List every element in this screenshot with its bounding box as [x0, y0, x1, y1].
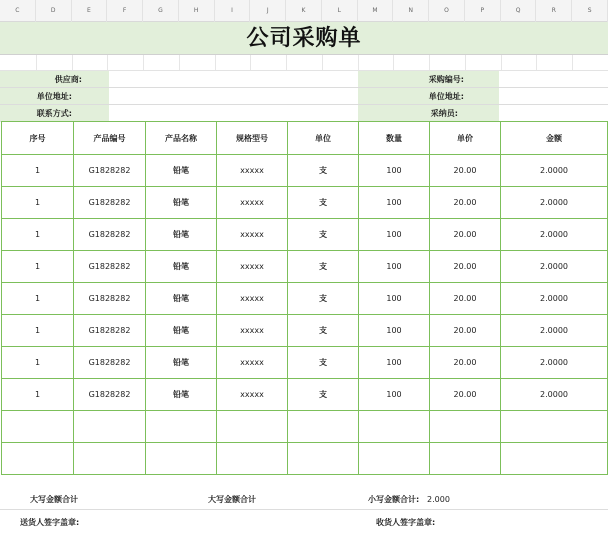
column-letter-e[interactable]: E [72, 0, 108, 22]
table-cell[interactable]: xxxxx [217, 347, 288, 379]
header-cell[interactable]: 单位 [288, 122, 359, 155]
table-cell[interactable]: 支 [288, 251, 359, 283]
table-cell[interactable] [430, 443, 501, 475]
column-letter-j[interactable]: J [250, 0, 286, 22]
address-label: 单位地址: [36, 92, 72, 101]
page-title: 公司采购单 [246, 26, 362, 51]
table-cell[interactable]: 1 [2, 219, 74, 251]
column-letter-o[interactable]: O [429, 0, 465, 22]
table-cell[interactable] [146, 443, 217, 475]
table-cell[interactable]: 100 [359, 187, 430, 219]
grid-line [572, 55, 573, 70]
table-cell[interactable] [74, 443, 146, 475]
table-cell[interactable]: xxxxx [217, 283, 288, 315]
table-cell[interactable]: 铅笔 [146, 379, 217, 411]
grid-line [250, 55, 251, 70]
table-cell[interactable]: 100 [359, 315, 430, 347]
table-cell[interactable]: 支 [288, 187, 359, 219]
column-letter-l[interactable]: L [322, 0, 358, 22]
table-row [2, 411, 608, 443]
table-cell[interactable]: 20.00 [430, 315, 501, 347]
table-row [2, 187, 608, 219]
header-cell[interactable]: 金额 [501, 122, 608, 155]
table-cell[interactable] [217, 443, 288, 475]
grid-line [215, 55, 216, 70]
table-cell[interactable]: 100 [359, 379, 430, 411]
table-cell[interactable]: 支 [288, 315, 359, 347]
sender-sign-label: 送货人签字盖章: [20, 518, 80, 527]
column-letter-i[interactable]: I [215, 0, 251, 22]
header-cell[interactable]: 单价 [430, 122, 501, 155]
table-cell[interactable] [217, 411, 288, 443]
contact-label: 联系方式: [36, 109, 72, 118]
table-cell[interactable]: xxxxx [217, 315, 288, 347]
table-cell[interactable]: 1 [2, 347, 74, 379]
table-cell[interactable]: 铅笔 [146, 251, 217, 283]
table-header-row [2, 122, 608, 155]
footer-totals-row [0, 490, 608, 509]
table-cell[interactable]: 铅笔 [146, 187, 217, 219]
total-lower-value: 2.000 [427, 495, 450, 504]
table-cell[interactable] [288, 443, 359, 475]
table-cell[interactable]: xxxxx [217, 251, 288, 283]
supplier-label: 供应商: [54, 75, 82, 84]
table-cell[interactable]: G1828282 [74, 155, 146, 187]
table-cell[interactable] [74, 411, 146, 443]
grid-line [501, 55, 502, 70]
table-cell[interactable]: 20.00 [430, 379, 501, 411]
table-cell[interactable]: G1828282 [74, 283, 146, 315]
column-letter-k[interactable]: K [286, 0, 322, 22]
table-row [2, 283, 608, 315]
total-upper-label-1: 大写金额合计 [30, 495, 78, 504]
table-cell[interactable]: 2.0000 [501, 283, 608, 315]
table-row [2, 251, 608, 283]
buyer-label: 采纳员: [430, 109, 458, 118]
grid-line [358, 55, 359, 70]
table-cell[interactable]: 100 [359, 347, 430, 379]
spacer-row[interactable] [0, 55, 608, 71]
receiver-sign-label: 收货人签字盖章: [376, 518, 436, 527]
header-cell[interactable]: 数量 [359, 122, 430, 155]
table-cell[interactable]: G1828282 [74, 379, 146, 411]
table-cell[interactable]: 1 [2, 155, 74, 187]
table-cell[interactable] [2, 411, 74, 443]
table-cell[interactable]: 铅笔 [146, 283, 217, 315]
table-cell[interactable]: 20.00 [430, 283, 501, 315]
table-cell[interactable]: G1828282 [74, 315, 146, 347]
table-cell[interactable] [359, 411, 430, 443]
column-letter-s[interactable]: S [572, 0, 608, 22]
company-address-label: 单位地址: [428, 92, 464, 101]
table-row [2, 219, 608, 251]
table-cell[interactable]: 铅笔 [146, 155, 217, 187]
table-cell[interactable]: G1828282 [74, 187, 146, 219]
table-cell[interactable]: 2.0000 [501, 219, 608, 251]
table-cell[interactable]: xxxxx [217, 379, 288, 411]
grid-line [536, 55, 537, 70]
table-cell[interactable]: 1 [2, 379, 74, 411]
table-cell[interactable] [430, 411, 501, 443]
info-row-address[interactable] [0, 88, 608, 105]
grid-line [286, 55, 287, 70]
purchase-table [0, 121, 608, 475]
column-letter-f[interactable]: F [107, 0, 143, 22]
column-letter-d[interactable]: D [36, 0, 72, 22]
grid-line [429, 55, 430, 70]
column-header-bar [0, 0, 608, 22]
table-cell[interactable]: 2.0000 [501, 315, 608, 347]
table-cell[interactable] [501, 443, 608, 475]
column-letter-m[interactable]: M [358, 0, 394, 22]
footer-divider [0, 509, 608, 510]
table-cell[interactable]: 支 [288, 283, 359, 315]
total-upper-label-2: 大写金额合计 [208, 495, 256, 504]
table-cell[interactable]: 20.00 [430, 219, 501, 251]
table-cell[interactable]: 2.0000 [501, 379, 608, 411]
grid-line [143, 55, 144, 70]
table-row [2, 315, 608, 347]
grid-line [107, 55, 108, 70]
grid-line [465, 55, 466, 70]
table-cell[interactable]: G1828282 [74, 219, 146, 251]
table-cell[interactable]: 支 [288, 219, 359, 251]
column-letter-r[interactable]: R [536, 0, 572, 22]
table-cell[interactable]: 20.00 [430, 155, 501, 187]
header-cell[interactable]: 序号 [2, 122, 74, 155]
table-cell[interactable]: 铅笔 [146, 315, 217, 347]
table-cell[interactable]: xxxxx [217, 219, 288, 251]
table-cell[interactable]: xxxxx [217, 155, 288, 187]
table-row [2, 443, 608, 475]
table-cell[interactable]: 2.0000 [501, 251, 608, 283]
header-cell[interactable]: 产品编号 [74, 122, 146, 155]
header-cell[interactable]: 规格型号 [217, 122, 288, 155]
title-band [0, 22, 608, 55]
table-cell[interactable]: 支 [288, 155, 359, 187]
table-cell[interactable]: G1828282 [74, 251, 146, 283]
purchase-no-label: 采购编号: [428, 75, 464, 84]
table-cell[interactable]: 100 [359, 155, 430, 187]
column-letter-g[interactable]: G [143, 0, 179, 22]
info-row-contact[interactable] [0, 105, 608, 122]
column-letter-n[interactable]: N [393, 0, 429, 22]
grid-line [322, 55, 323, 70]
column-letter-h[interactable]: H [179, 0, 215, 22]
table-cell[interactable]: 1 [2, 315, 74, 347]
table-cell[interactable] [146, 411, 217, 443]
table-cell[interactable]: 支 [288, 379, 359, 411]
table-cell[interactable]: 20.00 [430, 347, 501, 379]
table-cell[interactable] [2, 443, 74, 475]
table-cell[interactable] [501, 411, 608, 443]
table-cell[interactable]: 2.0000 [501, 155, 608, 187]
table-cell[interactable]: 2.0000 [501, 347, 608, 379]
grid-line [72, 55, 73, 70]
table-cell[interactable] [288, 411, 359, 443]
table-cell[interactable]: 1 [2, 283, 74, 315]
table-cell[interactable]: 100 [359, 283, 430, 315]
header-cell[interactable]: 产品名称 [146, 122, 217, 155]
table-row [2, 347, 608, 379]
footer-sign-row [0, 513, 608, 532]
table-cell[interactable]: G1828282 [74, 347, 146, 379]
table-cell[interactable]: 20.00 [430, 187, 501, 219]
table-row [2, 379, 608, 411]
total-lower-label: 小写金额合计: [368, 495, 420, 504]
table-cell[interactable]: 支 [288, 347, 359, 379]
table-cell[interactable]: xxxxx [217, 187, 288, 219]
column-letter-c[interactable]: C [0, 0, 36, 22]
table-cell[interactable] [359, 443, 430, 475]
table-cell[interactable]: 铅笔 [146, 347, 217, 379]
grid-line [393, 55, 394, 70]
column-letter-p[interactable]: P [465, 0, 501, 22]
table-cell[interactable]: 1 [2, 251, 74, 283]
table-row [2, 155, 608, 187]
table-cell[interactable]: 20.00 [430, 251, 501, 283]
grid-line [36, 55, 37, 70]
grid-line [179, 55, 180, 70]
table-cell[interactable]: 1 [2, 187, 74, 219]
table-cell[interactable]: 100 [359, 219, 430, 251]
column-letter-q[interactable]: Q [501, 0, 537, 22]
table-cell[interactable]: 100 [359, 251, 430, 283]
table-cell[interactable]: 铅笔 [146, 219, 217, 251]
info-row-supplier[interactable] [0, 71, 608, 88]
table-cell[interactable]: 2.0000 [501, 187, 608, 219]
